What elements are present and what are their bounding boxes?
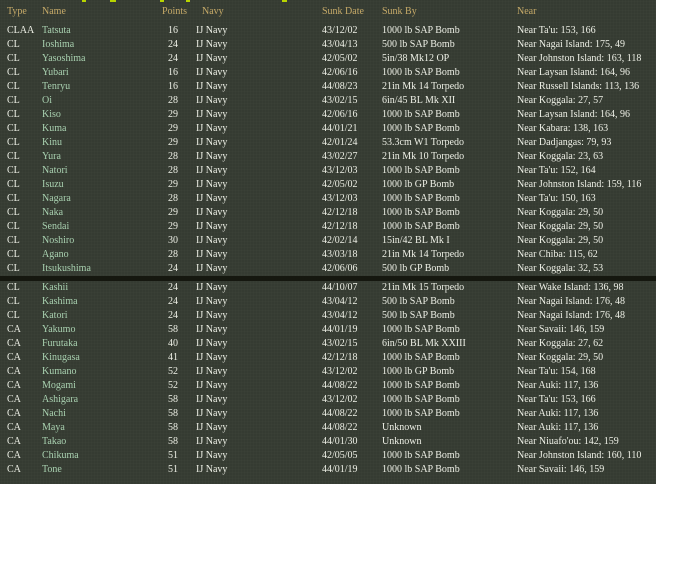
ship-type: CL [7, 151, 20, 162]
sunk-by: Unknown [382, 422, 422, 433]
ship-navy: IJ Navy [196, 408, 228, 419]
ship-points: 24 [168, 39, 178, 50]
ship-navy: IJ Navy [196, 450, 228, 461]
ship-type: CL [7, 137, 20, 148]
table-row[interactable] [0, 24, 656, 38]
ship-navy: IJ Navy [196, 249, 228, 260]
ship-name: Kashii [42, 282, 69, 293]
table-row[interactable] [0, 309, 656, 323]
table-row[interactable] [0, 108, 656, 122]
sunk-by: 1000 lb GP Bomb [382, 179, 455, 190]
ship-name: Kinu [42, 137, 62, 148]
ship-points: 30 [168, 235, 178, 246]
sunk-location: Near Kabara: 138, 163 [517, 123, 609, 134]
ship-name: Kinugasa [42, 352, 80, 363]
sunk-location: Near Johnston Island: 163, 118 [517, 53, 642, 64]
ship-type: CA [7, 366, 21, 377]
sunk-by: 1000 lb SAP Bomb [382, 67, 460, 78]
ship-points: 28 [168, 165, 178, 176]
sunk-date: 43/03/18 [322, 249, 358, 260]
ship-type: CA [7, 422, 21, 433]
ship-type: CL [7, 235, 20, 246]
sunk-location: Near Auki: 117, 136 [517, 422, 599, 433]
sunk-by: 6in/50 BL Mk XXIII [382, 338, 466, 349]
ship-type: CLAA [7, 25, 35, 36]
ship-name: Furutaka [42, 338, 78, 349]
sunk-location: Near Koggala: 29, 50 [517, 235, 604, 246]
ship-navy: IJ Navy [196, 25, 228, 36]
sunk-location: Near Russell Islands: 113, 136 [517, 81, 640, 92]
ship-name: Nachi [42, 408, 66, 419]
sunk-date: 44/08/23 [322, 81, 358, 92]
sunk-date: 44/08/22 [322, 408, 358, 419]
sunk-by: 1000 lb SAP Bomb [382, 221, 460, 232]
sunk-by: 1000 lb SAP Bomb [382, 324, 460, 335]
ship-navy: IJ Navy [196, 352, 228, 363]
ship-type: CL [7, 67, 20, 78]
ship-type: CL [7, 165, 20, 176]
header-points[interactable]: Points [162, 6, 188, 17]
sunk-by: 1000 lb SAP Bomb [382, 394, 460, 405]
ship-name: Itsukushima [42, 263, 91, 274]
ship-name: Sendai [42, 221, 70, 232]
table-row[interactable] [0, 220, 656, 234]
table-row[interactable] [0, 66, 656, 80]
sunk-date: 42/06/16 [322, 109, 358, 120]
ship-type: CL [7, 109, 20, 120]
sunk-by: 1000 lb SAP Bomb [382, 193, 460, 204]
ship-navy: IJ Navy [196, 193, 228, 204]
ship-navy: IJ Navy [196, 137, 228, 148]
ship-points: 29 [168, 221, 178, 232]
sunk-location: Near Koggala: 29, 50 [517, 207, 604, 218]
ship-navy: IJ Navy [196, 464, 228, 475]
sunk-date: 44/01/30 [322, 436, 358, 447]
sunk-location: Near Ta'u: 153, 166 [517, 25, 596, 36]
sunk-location: Near Nagai Island: 176, 48 [517, 310, 626, 321]
sunk-date: 43/12/03 [322, 193, 358, 204]
sunk-date: 43/02/27 [322, 151, 358, 162]
ship-navy: IJ Navy [196, 235, 228, 246]
sunk-by: 1000 lb SAP Bomb [382, 109, 460, 120]
sunk-location: Near Nagai Island: 176, 48 [517, 296, 626, 307]
sunk-location: Near Auki: 117, 136 [517, 408, 599, 419]
ship-points: 51 [168, 464, 178, 475]
ship-name: Tenryu [42, 81, 71, 92]
sunk-location: Near Niuafo'ou: 142, 159 [517, 436, 619, 447]
ship-type: CA [7, 380, 21, 391]
sunk-date: 43/12/02 [322, 394, 358, 405]
table-row[interactable] [0, 178, 656, 192]
ship-navy: IJ Navy [196, 123, 228, 134]
ship-points: 29 [168, 179, 178, 190]
sunk-location: Near Koggala: 23, 63 [517, 151, 604, 162]
sunk-date: 42/05/05 [322, 450, 358, 461]
ship-name: Nagara [42, 193, 71, 204]
sunk-by: 53.3cm W1 Torpedo [382, 137, 464, 148]
ship-navy: IJ Navy [196, 338, 228, 349]
table-row[interactable] [0, 407, 656, 421]
sunk-location: Near Johnston Island: 160, 110 [517, 450, 642, 461]
sunk-location: Near Chiba: 115, 62 [517, 249, 598, 260]
sunk-by: 1000 lb SAP Bomb [382, 123, 460, 134]
ship-navy: IJ Navy [196, 394, 228, 405]
ship-type: CA [7, 450, 21, 461]
ship-navy: IJ Navy [196, 296, 228, 307]
sunk-by: 500 lb SAP Bomb [382, 39, 455, 50]
ship-points: 24 [168, 53, 178, 64]
ship-name: Noshiro [42, 235, 75, 246]
ship-navy: IJ Navy [196, 95, 228, 106]
sunk-location: Near Nagai Island: 175, 49 [517, 39, 626, 50]
table-row[interactable] [0, 122, 656, 136]
ship-name: Yakumo [42, 324, 76, 335]
sunk-date: 43/12/02 [322, 366, 358, 377]
ship-navy: IJ Navy [196, 81, 228, 92]
ship-points: 24 [168, 310, 178, 321]
ship-points: 29 [168, 123, 178, 134]
ship-points: 24 [168, 282, 178, 293]
ship-type: CL [7, 207, 20, 218]
ship-name: Tone [42, 464, 62, 475]
sunk-date: 43/04/12 [322, 310, 358, 321]
ship-points: 28 [168, 249, 178, 260]
sunk-date: 42/05/02 [322, 53, 358, 64]
ship-points: 58 [168, 394, 178, 405]
ship-points: 52 [168, 380, 178, 391]
table-row[interactable] [0, 351, 656, 365]
ship-name: Chikuma [42, 450, 79, 461]
sunk-by: 1000 lb SAP Bomb [382, 165, 460, 176]
table-row[interactable] [0, 164, 656, 178]
table-row[interactable] [0, 262, 656, 276]
ship-points: 28 [168, 193, 178, 204]
sunk-by: 1000 lb SAP Bomb [382, 207, 460, 218]
ship-navy: IJ Navy [196, 165, 228, 176]
ship-points: 29 [168, 207, 178, 218]
sunk-date: 43/12/03 [322, 165, 358, 176]
sunk-location: Near Koggala: 29, 50 [517, 221, 604, 232]
sunk-location: Near Savaii: 146, 159 [517, 324, 605, 335]
header-name[interactable]: Name [42, 6, 66, 17]
table-row[interactable] [0, 192, 656, 206]
ship-points: 29 [168, 109, 178, 120]
sunk-location: Near Ta'u: 152, 164 [517, 165, 596, 176]
header-type[interactable]: Type [7, 6, 27, 17]
sunk-by: 5in/38 Mk12 OP [382, 53, 450, 64]
table-header [0, 5, 656, 19]
ship-points: 58 [168, 324, 178, 335]
ship-type: CL [7, 193, 20, 204]
ship-points: 58 [168, 408, 178, 419]
sunk-location: Near Auki: 117, 136 [517, 380, 599, 391]
ship-type: CL [7, 53, 20, 64]
table-row[interactable] [0, 295, 656, 309]
ship-type: CL [7, 249, 20, 260]
sunk-by: 1000 lb SAP Bomb [382, 352, 460, 363]
sunk-location: Near Koggala: 27, 57 [517, 95, 604, 106]
sunk-by: 21in Mk 14 Torpedo [382, 81, 465, 92]
ship-type: CA [7, 394, 21, 405]
table-row[interactable] [0, 435, 656, 449]
ship-navy: IJ Navy [196, 282, 228, 293]
ship-type: CA [7, 324, 21, 335]
ship-name: Natori [42, 165, 68, 176]
ship-name: Yasoshima [42, 53, 86, 64]
ship-navy: IJ Navy [196, 380, 228, 391]
table-row[interactable] [0, 323, 656, 337]
sunk-date: 44/01/19 [322, 464, 358, 475]
ship-navy: IJ Navy [196, 310, 228, 321]
ship-name: Agano [42, 249, 69, 260]
sunk-date: 43/04/12 [322, 296, 358, 307]
sunk-by: Unknown [382, 436, 422, 447]
sunk-location: Near Wake Island: 136, 98 [517, 282, 624, 293]
table-row[interactable] [0, 393, 656, 407]
ship-name: Maya [42, 422, 65, 433]
sunk-location: Near Ta'u: 150, 163 [517, 193, 596, 204]
ship-name: Kuma [42, 123, 67, 134]
ship-navy: IJ Navy [196, 53, 228, 64]
ship-name: Katori [42, 310, 68, 321]
ship-points: 58 [168, 422, 178, 433]
sunk-date: 43/02/15 [322, 338, 358, 349]
ship-points: 28 [168, 95, 178, 106]
sunk-date: 43/12/02 [322, 25, 358, 36]
sunk-date: 44/01/21 [322, 123, 358, 134]
sunk-date: 42/12/18 [322, 352, 358, 363]
table-row[interactable] [0, 365, 656, 379]
ship-points: 28 [168, 151, 178, 162]
ship-navy: IJ Navy [196, 324, 228, 335]
ship-points: 16 [168, 81, 178, 92]
sunk-location: Near Ta'u: 154, 168 [517, 366, 596, 377]
ship-type: CL [7, 179, 20, 190]
ship-points: 41 [168, 352, 178, 363]
sunk-location: Near Koggala: 29, 50 [517, 352, 604, 363]
table-row[interactable] [0, 337, 656, 351]
ship-type: CA [7, 338, 21, 349]
ship-name: Kiso [42, 109, 61, 120]
ship-name: Kumano [42, 366, 77, 377]
ship-navy: IJ Navy [196, 179, 228, 190]
table-row[interactable] [0, 150, 656, 164]
ship-name: Tatsuta [42, 25, 71, 36]
ship-type: CL [7, 221, 20, 232]
sunk-date: 42/01/24 [322, 137, 358, 148]
ship-type: CL [7, 39, 20, 50]
ship-name: Takao [42, 436, 67, 447]
sunk-by: 500 lb GP Bomb [382, 263, 450, 274]
sunk-date: 42/06/06 [322, 263, 358, 274]
ship-type: CA [7, 436, 21, 447]
header-sunk-date[interactable]: Sunk Date [322, 6, 364, 17]
ship-navy: IJ Navy [196, 151, 228, 162]
sunk-date: 43/02/15 [322, 95, 358, 106]
table-row[interactable] [0, 206, 656, 220]
sunk-location: Near Koggala: 27, 62 [517, 338, 604, 349]
sunk-date: 44/01/19 [322, 324, 358, 335]
table-row[interactable] [0, 281, 656, 295]
sunk-date: 42/06/16 [322, 67, 358, 78]
top-highlight-strip [0, 0, 656, 3]
ship-points: 58 [168, 436, 178, 447]
ship-name: Yura [42, 151, 61, 162]
sunk-location: Near Savaii: 146, 159 [517, 464, 605, 475]
ship-points: 16 [168, 25, 178, 36]
sunk-by: 1000 lb SAP Bomb [382, 408, 460, 419]
ship-navy: IJ Navy [196, 207, 228, 218]
sunk-by: 15in/42 BL Mk I [382, 235, 450, 246]
ship-type: CA [7, 464, 21, 475]
sunk-location: Near Laysan Island: 164, 96 [517, 109, 631, 120]
sunk-location: Near Ta'u: 153, 166 [517, 394, 596, 405]
sunk-by: 1000 lb GP Bomb [382, 366, 455, 377]
ship-navy: IJ Navy [196, 221, 228, 232]
ship-navy: IJ Navy [196, 366, 228, 377]
sunk-date: 42/12/18 [322, 221, 358, 232]
sunk-date: 42/05/02 [322, 179, 358, 190]
ship-navy: IJ Navy [196, 263, 228, 274]
sunk-location: Near Laysan Island: 164, 96 [517, 67, 631, 78]
header-near[interactable]: Near [517, 6, 537, 17]
table-row[interactable] [0, 248, 656, 262]
table-row[interactable] [0, 136, 656, 150]
ship-points: 52 [168, 366, 178, 377]
sunk-by: 500 lb SAP Bomb [382, 296, 455, 307]
ship-name: Ioshima [42, 39, 75, 50]
sunk-location: Near Koggala: 32, 53 [517, 263, 604, 274]
ship-points: 16 [168, 67, 178, 78]
table-row[interactable] [0, 463, 656, 477]
sunk-location: Near Dadjangas: 79, 93 [517, 137, 612, 148]
sunk-date: 43/04/13 [322, 39, 358, 50]
sunk-by: 21in Mk 15 Torpedo [382, 282, 465, 293]
ship-points: 24 [168, 296, 178, 307]
ship-name: Yubari [42, 67, 69, 78]
table-row[interactable] [0, 52, 656, 66]
table-row[interactable] [0, 80, 656, 94]
ship-name: Oi [42, 95, 52, 106]
header-sunk-by[interactable]: Sunk By [382, 6, 417, 17]
ship-type: CL [7, 296, 20, 307]
ship-type: CA [7, 408, 21, 419]
ship-name: Isuzu [42, 179, 64, 190]
ship-name: Naka [42, 207, 64, 218]
sunk-by: 21in Mk 10 Torpedo [382, 151, 465, 162]
ship-type: CA [7, 352, 21, 363]
sunk-date: 42/12/18 [322, 207, 358, 218]
table-row[interactable] [0, 421, 656, 435]
ship-points: 40 [168, 338, 178, 349]
ship-navy: IJ Navy [196, 109, 228, 120]
sunk-by: 1000 lb SAP Bomb [382, 25, 460, 36]
ship-name: Kashima [42, 296, 78, 307]
ship-type: CL [7, 95, 20, 106]
sunk-by: 1000 lb SAP Bomb [382, 450, 460, 461]
ship-type: CL [7, 123, 20, 134]
sunk-by: 21in Mk 14 Torpedo [382, 249, 465, 260]
sunk-date: 44/08/22 [322, 422, 358, 433]
ship-navy: IJ Navy [196, 67, 228, 78]
ship-navy: IJ Navy [196, 39, 228, 50]
ship-points: 29 [168, 137, 178, 148]
ship-type: CL [7, 282, 20, 293]
ship-points: 51 [168, 450, 178, 461]
header-navy[interactable]: Navy [202, 6, 224, 17]
sunk-date: 44/08/22 [322, 380, 358, 391]
sunk-date: 44/10/07 [322, 282, 358, 293]
table-row[interactable] [0, 38, 656, 52]
table-row[interactable] [0, 234, 656, 248]
sunk-by: 1000 lb SAP Bomb [382, 380, 460, 391]
ship-type: CL [7, 263, 20, 274]
ship-points: 24 [168, 263, 178, 274]
ship-name: Ashigara [42, 394, 79, 405]
sunk-by: 500 lb SAP Bomb [382, 310, 455, 321]
sunk-by: 1000 lb SAP Bomb [382, 464, 460, 475]
sunk-by: 6in/45 BL Mk XII [382, 95, 456, 106]
sunk-date: 42/02/14 [322, 235, 358, 246]
sunk-location: Near Johnston Island: 159, 116 [517, 179, 642, 190]
table-row[interactable] [0, 449, 656, 463]
ship-navy: IJ Navy [196, 422, 228, 433]
ship-type: CL [7, 310, 20, 321]
ship-navy: IJ Navy [196, 436, 228, 447]
table-row[interactable] [0, 379, 656, 393]
table-row[interactable] [0, 94, 656, 108]
ship-type: CL [7, 81, 20, 92]
ship-name: Mogami [42, 380, 76, 391]
